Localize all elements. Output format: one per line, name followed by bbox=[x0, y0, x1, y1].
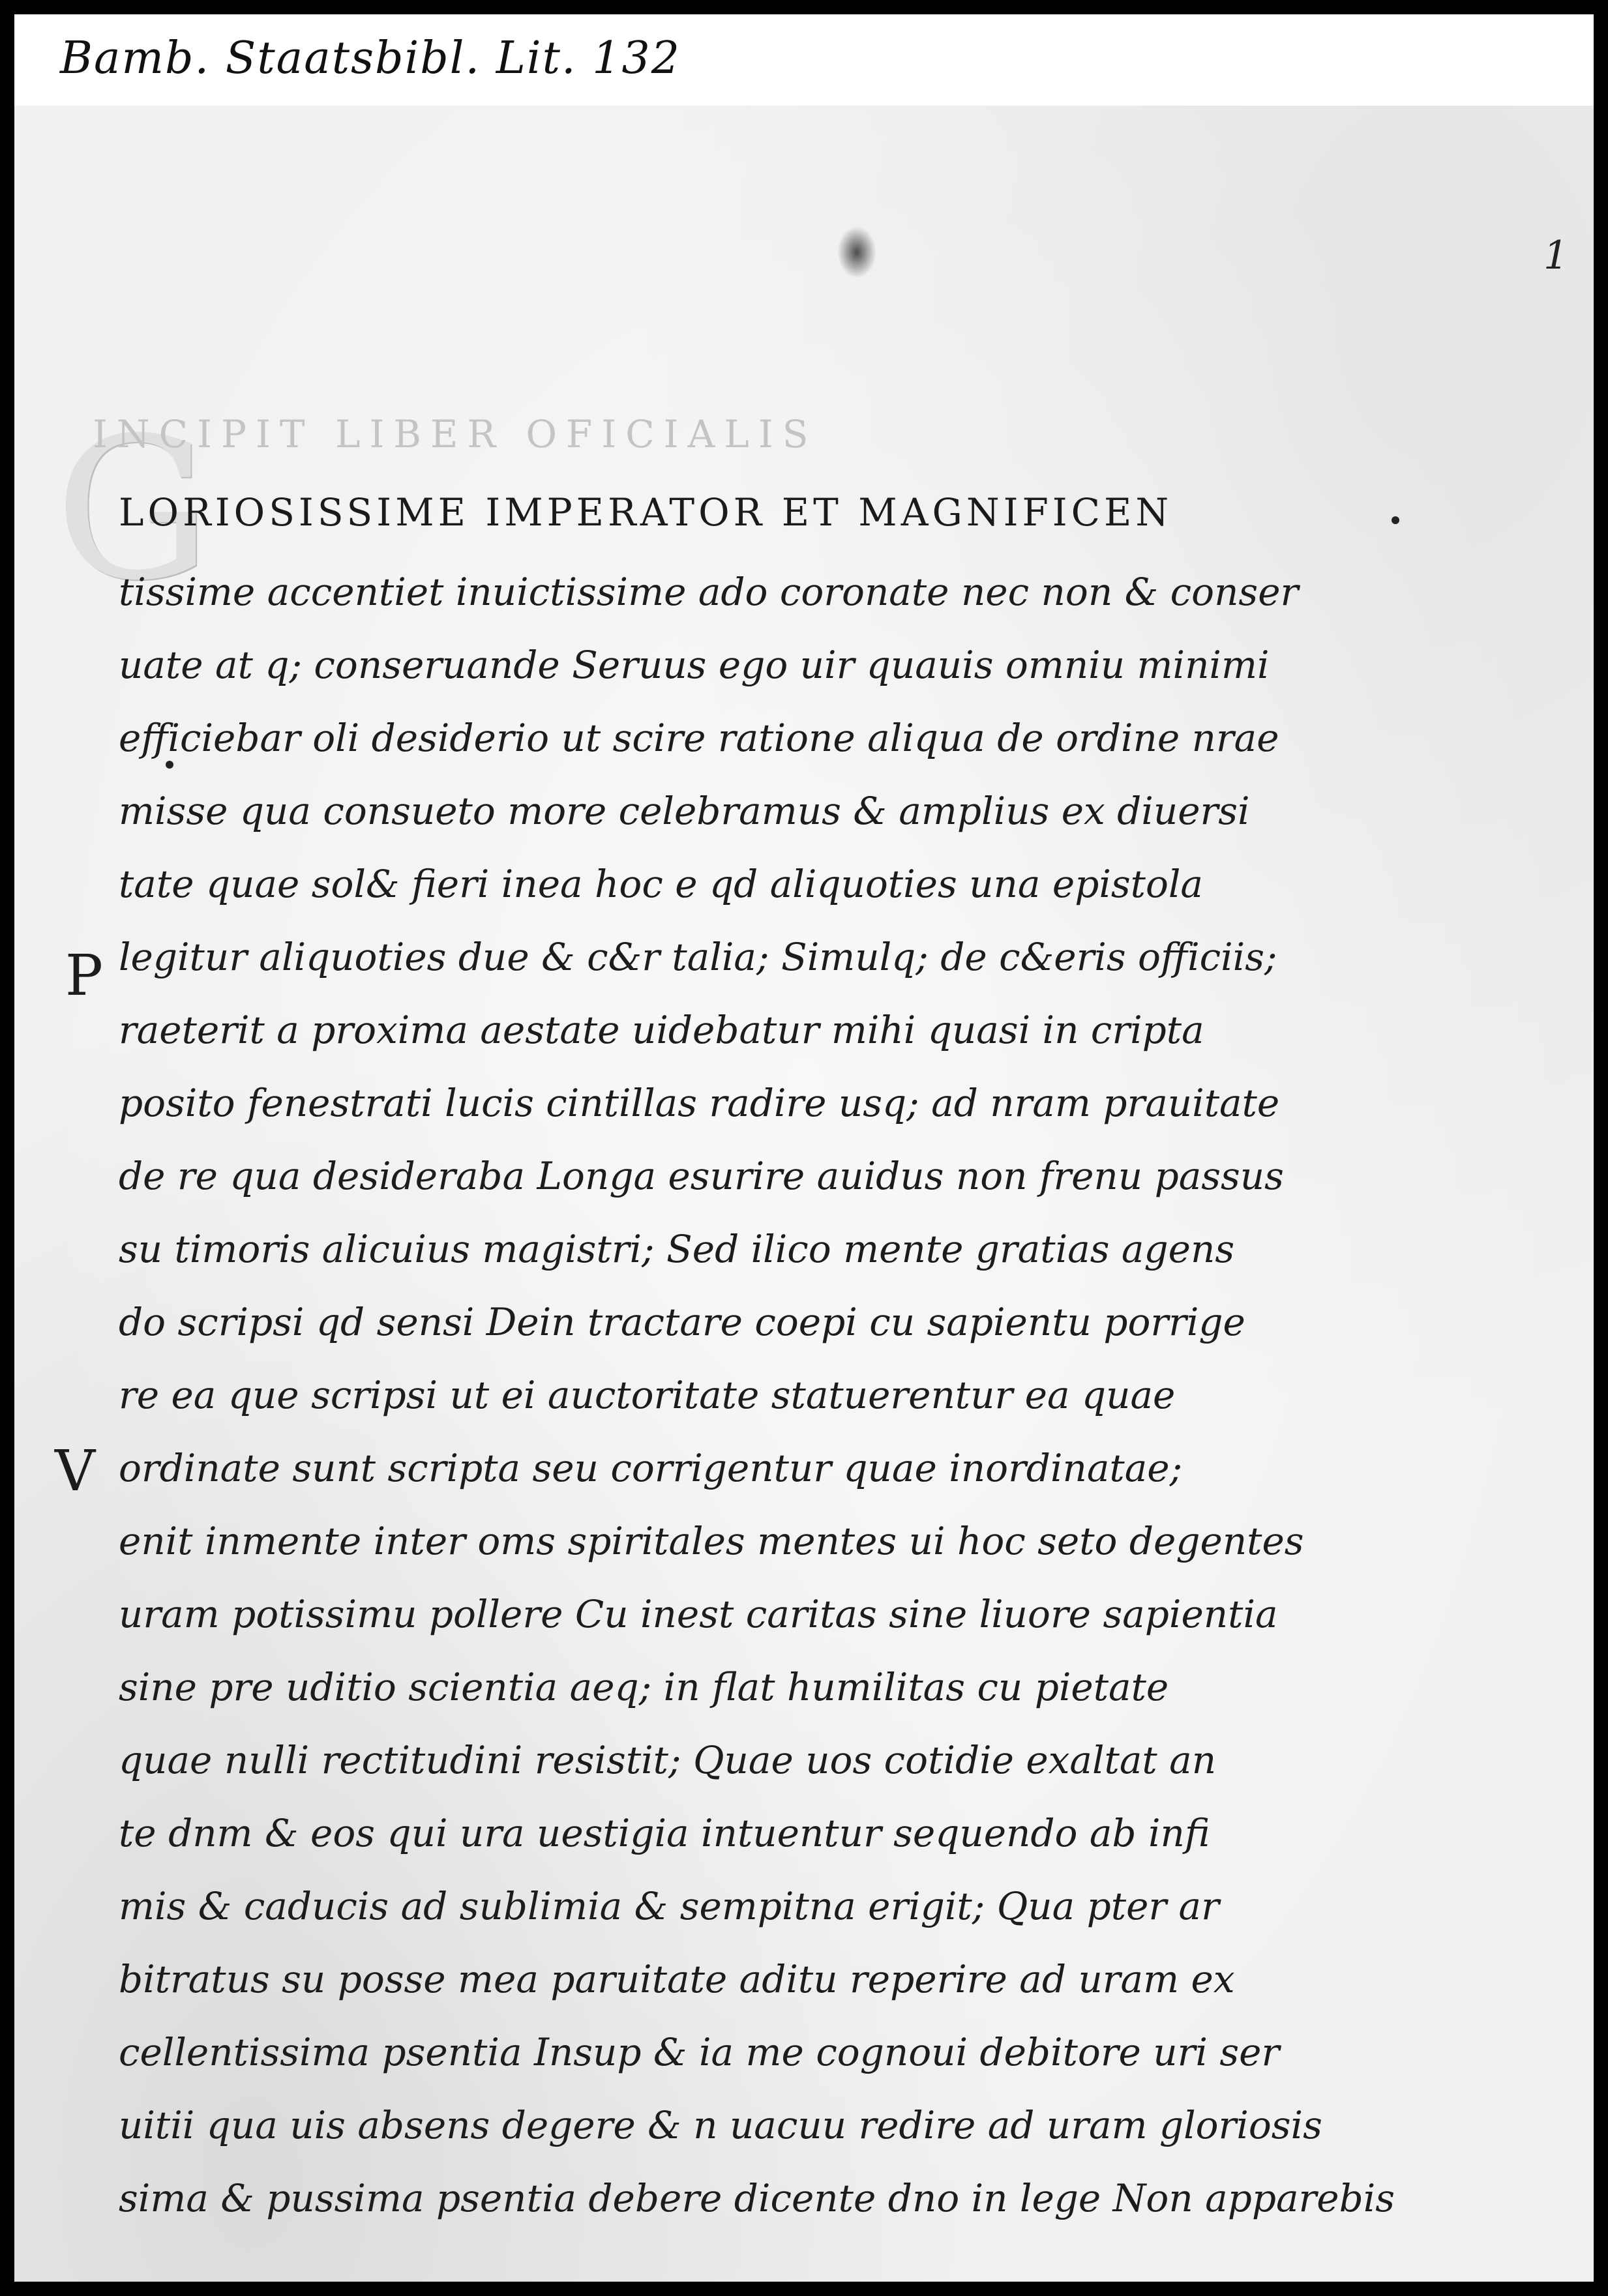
margin-initial-v: V bbox=[55, 1439, 96, 1504]
shelfmark-text: Bamb. Staatsbibl. Lit. 132 bbox=[60, 33, 681, 84]
text-line: do scripsi qd sensi Dein tractare coepi cu sapientu porrige bbox=[119, 1300, 1245, 1344]
text-line: de re qua desideraba Longa esurire auidus non frenu passus bbox=[119, 1154, 1284, 1198]
text-line: quae nulli rectitudini resistit; Quae uos cotidie exaltat an bbox=[119, 1738, 1217, 1782]
text-line: re ea que scripsi ut ei auctoritate statuerentur ea quae bbox=[119, 1373, 1176, 1417]
text-line: posito fenestrati lucis cintillas radire usq; ad nram prauitate bbox=[119, 1081, 1280, 1125]
text-line: uram potissimu pollere Cu inest caritas sine liuore sapientia bbox=[119, 1592, 1278, 1636]
text-line: misse qua consueto more celebramus & amplius ex diuersi bbox=[119, 789, 1250, 833]
text-line: uate at q; conseruande Seruus ego uir quauis omniu minimi bbox=[119, 643, 1270, 687]
text-line: uitii qua uis absens degere & n uacuu redire ad uram gloriosis bbox=[119, 2103, 1322, 2147]
title-line: LORIOSISSIME IMPERATOR ET MAGNIFICEN bbox=[119, 490, 1173, 535]
margin-initial-p: P bbox=[65, 943, 103, 1008]
margin-dot bbox=[1392, 516, 1399, 524]
text-line: cellentissima psentia Insup & ia me cognoui debitore uri ser bbox=[119, 2030, 1280, 2074]
folio-number: 1 bbox=[1543, 233, 1569, 278]
rubric-heading: INCIPIT LIBER OFICIALIS bbox=[93, 412, 818, 456]
text-line: enit inmente inter oms spiritales mentes ui hoc seto degentes bbox=[119, 1519, 1304, 1563]
text-line: raeterit a proxima aestate uidebatur mihi quasi in cripta bbox=[119, 1008, 1204, 1052]
shelfmark-label bbox=[14, 14, 1594, 106]
text-line: sima & pussima psentia debere dicente dno in lege Non apparebis bbox=[119, 2176, 1395, 2220]
text-line: sine pre uditio scientia aeq; in flat humilitas cu pietate bbox=[119, 1665, 1169, 1709]
text-line: te dnm & eos qui ura uestigia intuentur sequendo ab infi bbox=[119, 1811, 1210, 1855]
text-line: ordinate sunt scripta seu corrigentur quae inordinatae; bbox=[119, 1446, 1183, 1490]
text-line: mis & caducis ad sublimia & sempitna erigit; Qua pter ar bbox=[119, 1884, 1219, 1928]
text-line: tissime accentiet inuictissime ado coronate nec non & conser bbox=[119, 570, 1299, 614]
ink-blot bbox=[837, 226, 876, 278]
text-line: legitur aliquoties due & c&r talia; Simulq; de c&eris officiis; bbox=[119, 935, 1277, 979]
text-line: su timoris alicuius magistri; Sed ilico mente gratias agens bbox=[119, 1227, 1235, 1271]
manuscript-page bbox=[14, 106, 1594, 2282]
text-line: tate quae sol& fieri inea hoc e qd aliquoties una epistola bbox=[119, 862, 1203, 906]
text-block bbox=[119, 555, 1423, 2235]
decorated-initial: G bbox=[55, 396, 211, 623]
text-line: efficiebar oli desiderio ut scire ratione aliqua de ordine nrae bbox=[119, 716, 1279, 760]
text-line: bitratus su posse mea paruitate aditu reperire ad uram ex bbox=[119, 1957, 1235, 2001]
